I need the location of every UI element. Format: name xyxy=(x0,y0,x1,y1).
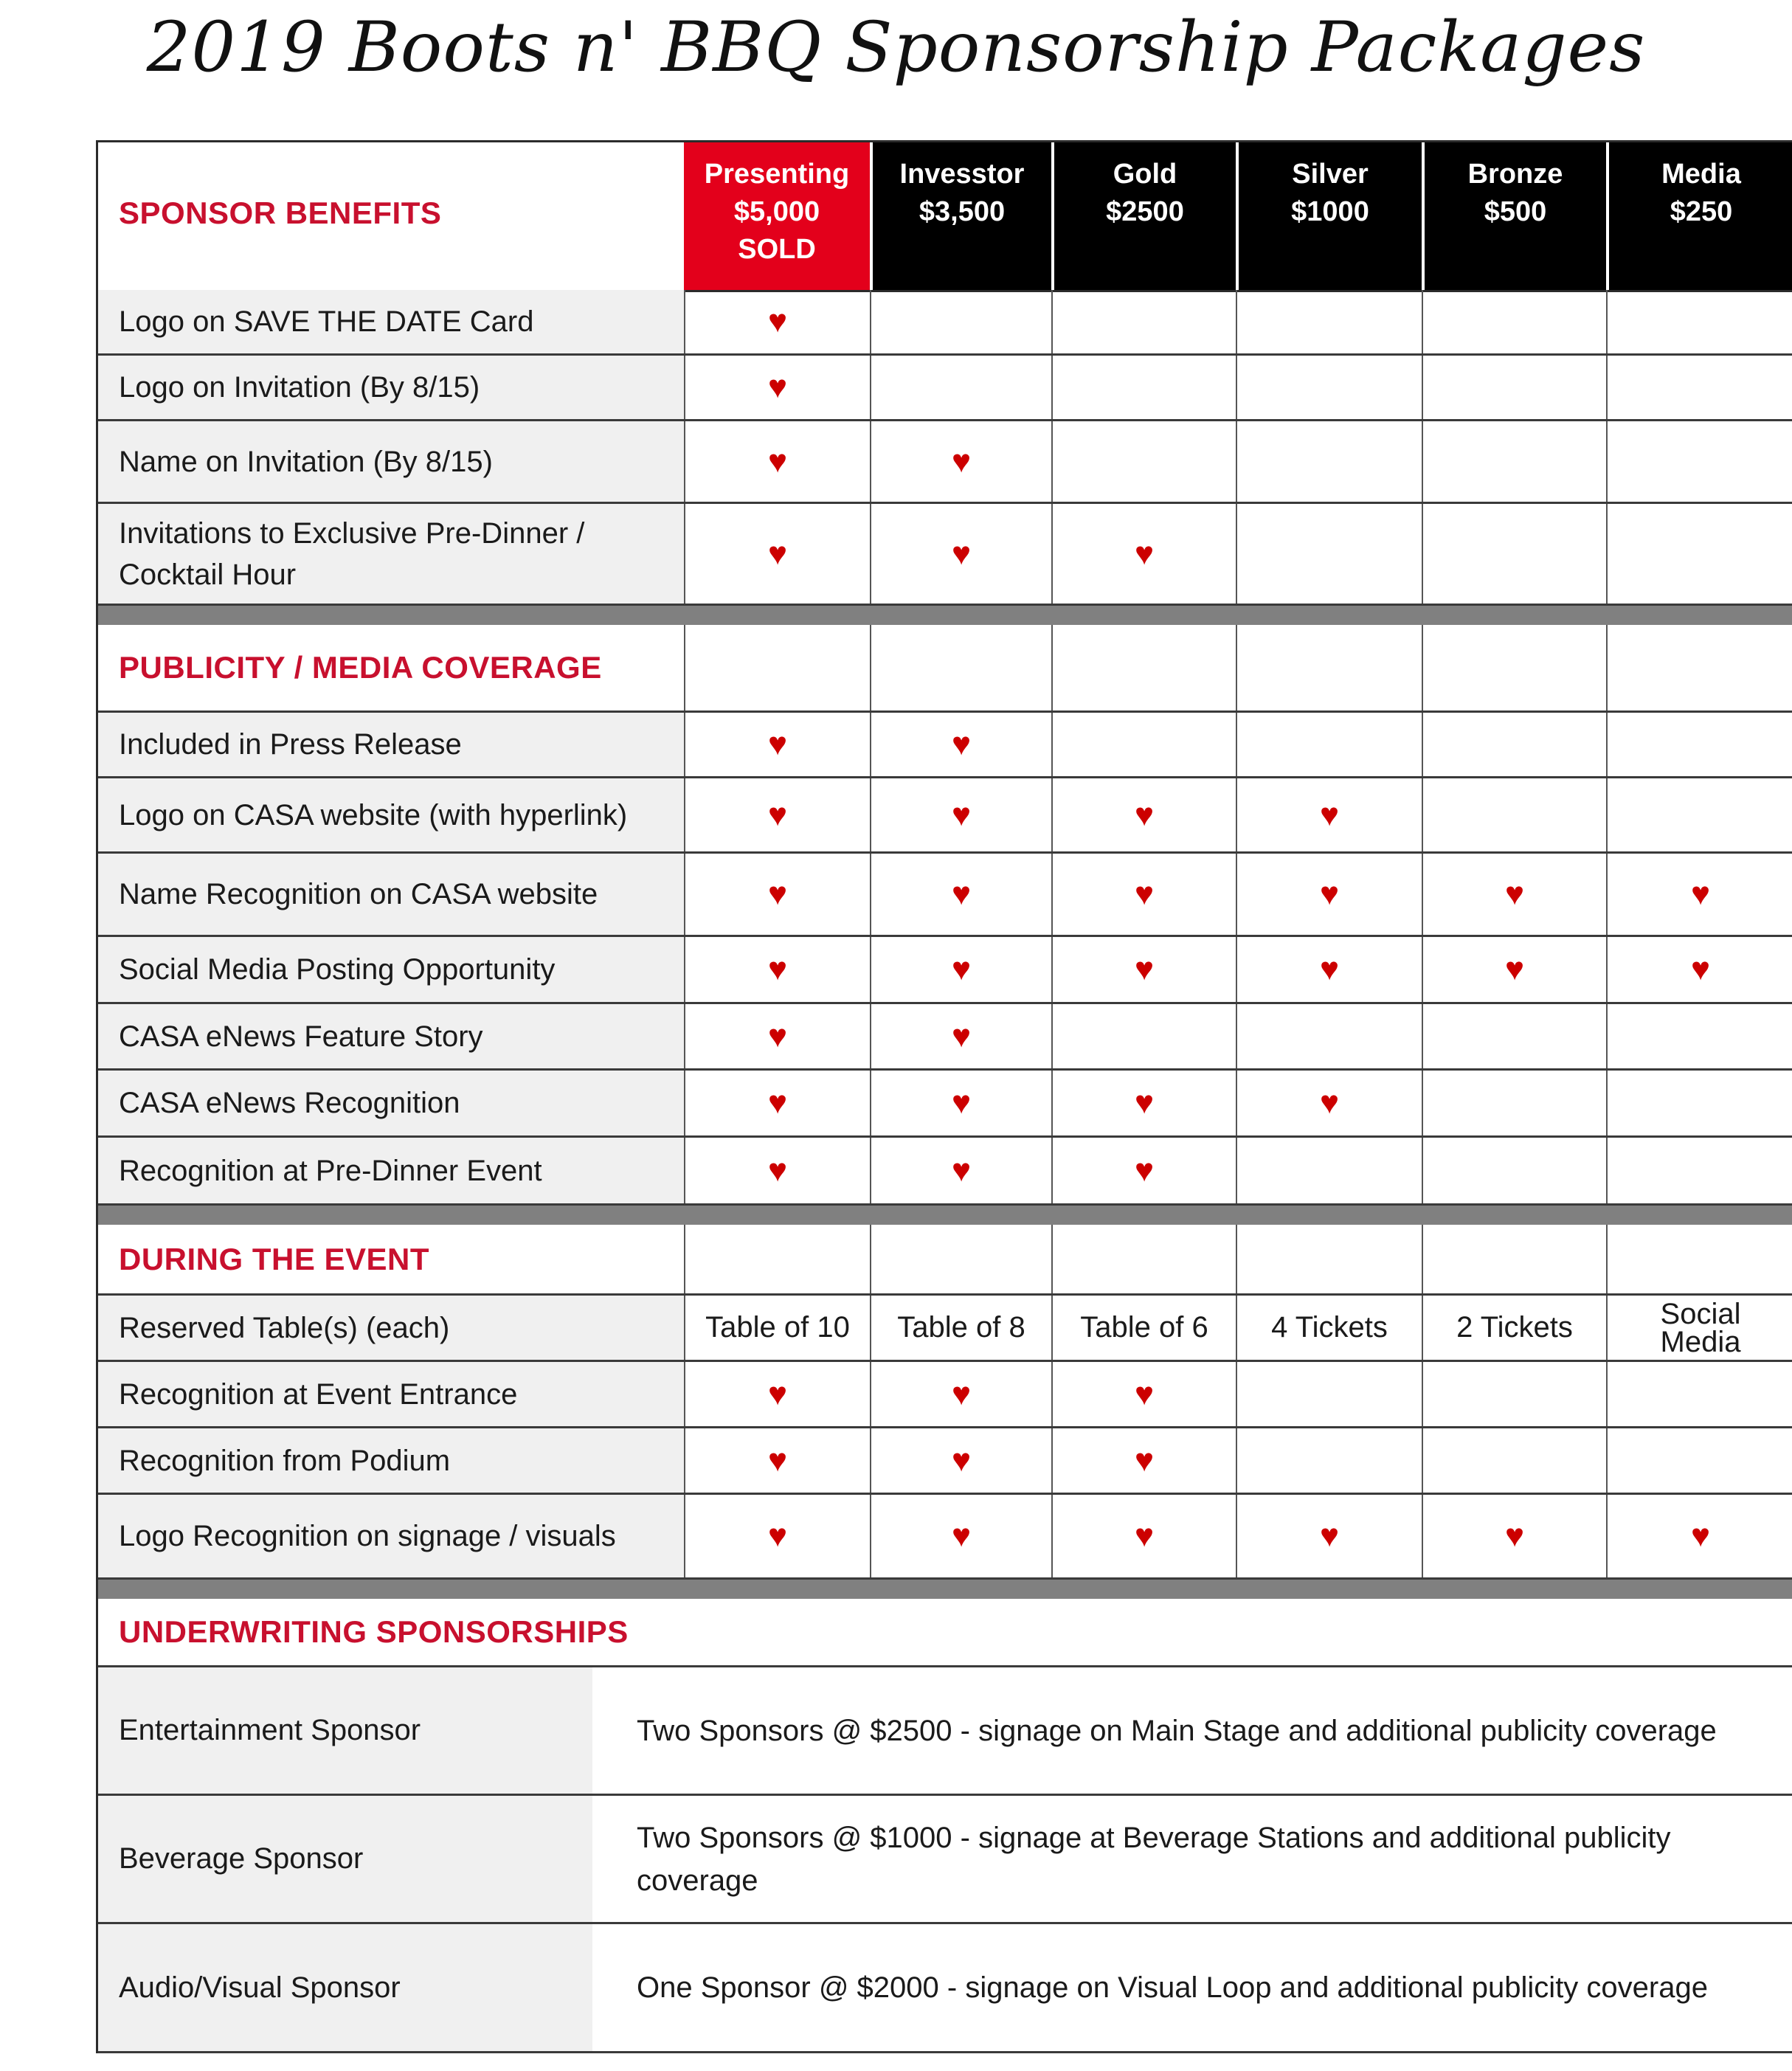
row-label: Invitations to Exclusive Pre-Dinner / Cocktail Hour xyxy=(98,504,684,604)
heart-icon: ♥ xyxy=(767,1518,788,1554)
tier-cell xyxy=(870,1362,1051,1426)
tier-cell xyxy=(870,1004,1051,1068)
row-label: Logo on Invitation (By 8/15) xyxy=(98,356,684,419)
tier-cell xyxy=(1422,1296,1606,1360)
tier-cell xyxy=(1422,1428,1606,1493)
tier-cell xyxy=(1422,1138,1606,1203)
heart-icon: ♥ xyxy=(1319,1085,1340,1121)
tier-cell xyxy=(1606,778,1792,851)
tier-cell xyxy=(870,937,1051,1002)
row-label: Social Media Posting Opportunity xyxy=(98,937,684,1002)
underwriting-description: One Sponsor @ $2000 - signage on Visual Loop and additional publicity coverage xyxy=(637,1971,1708,2004)
table-row xyxy=(98,1362,1792,1428)
tier-cell xyxy=(1422,778,1606,851)
tier-header-media xyxy=(1606,142,1792,290)
heart-icon: ♥ xyxy=(951,1017,972,1054)
heart-icon: ♥ xyxy=(1134,1442,1155,1479)
heart-icon: ♥ xyxy=(1690,876,1711,912)
tier-cell xyxy=(1236,290,1422,353)
table-row xyxy=(98,778,1792,854)
tier-cell xyxy=(1051,356,1236,419)
heart-icon: ♥ xyxy=(1134,535,1155,572)
heart-icon: ♥ xyxy=(767,876,788,912)
tier-header-bronze xyxy=(1422,142,1606,290)
heart-icon: ♥ xyxy=(1690,951,1711,987)
tier-cell xyxy=(870,1071,1051,1135)
tier-cell xyxy=(684,1428,870,1493)
underwriting-label: Audio/Visual Sponsor xyxy=(98,1924,592,2051)
section-divider xyxy=(98,1580,1792,1599)
tier-line-1: Media xyxy=(1661,159,1741,190)
row-label: Logo Recognition on signage / visuals xyxy=(98,1495,684,1577)
tier-cell xyxy=(1606,290,1792,353)
tier-cell xyxy=(1236,1428,1422,1493)
tier-cell xyxy=(870,713,1051,776)
tier-cell xyxy=(1051,1428,1236,1493)
tier-cell xyxy=(1236,421,1422,502)
tier-cell xyxy=(1051,1138,1236,1203)
tier-cell xyxy=(1236,504,1422,604)
tier-cell xyxy=(1051,778,1236,851)
tier-cell xyxy=(1236,1138,1422,1203)
section-title-sponsor-benefits: SPONSOR BENEFITS xyxy=(119,196,442,230)
heart-icon: ♥ xyxy=(767,951,788,987)
section-publicity-media xyxy=(98,625,1792,713)
table-row xyxy=(98,1495,1792,1580)
heart-icon: ♥ xyxy=(1134,876,1155,912)
tier-cell xyxy=(870,854,1051,935)
tier-cell xyxy=(684,625,871,710)
tier-cell xyxy=(1051,1225,1237,1293)
heart-icon: ♥ xyxy=(1134,1375,1155,1412)
heart-icon: ♥ xyxy=(1690,1518,1711,1554)
tier-cell xyxy=(684,290,870,353)
tier-cell xyxy=(1606,504,1792,604)
tier-line-1: Silver xyxy=(1292,159,1369,190)
heart-icon: ♥ xyxy=(1504,876,1525,912)
heart-icon: ♥ xyxy=(951,535,972,572)
underwriting-description: Two Sponsors @ $2500 - signage on Main Stage and additional publicity coverage xyxy=(637,1714,1717,1747)
tier-line-2: $2500 xyxy=(1106,196,1184,227)
table-row xyxy=(98,290,1792,356)
row-label: Logo on CASA website (with hyperlink) xyxy=(98,778,684,851)
tier-line-1: Presenting xyxy=(704,159,850,190)
table-row xyxy=(98,421,1792,504)
tier-cell xyxy=(1051,1296,1236,1360)
tier-cell xyxy=(684,1138,870,1203)
heart-icon: ♥ xyxy=(951,796,972,833)
tier-cell xyxy=(1422,356,1606,419)
heart-icon: ♥ xyxy=(1134,951,1155,987)
section-title: UNDERWRITING SPONSORSHIPS xyxy=(119,1614,629,1649)
tier-cell xyxy=(1606,1225,1792,1293)
tier-value: 2 Tickets xyxy=(1456,1311,1573,1344)
underwriting-label: Beverage Sponsor xyxy=(98,1796,592,1922)
tier-cell xyxy=(1051,1071,1236,1135)
heart-icon: ♥ xyxy=(767,443,788,480)
tier-value: Table of 6 xyxy=(1080,1311,1208,1344)
underwriting-row xyxy=(98,1924,1792,2053)
tier-line-2: $1000 xyxy=(1291,196,1369,227)
heart-icon: ♥ xyxy=(767,535,788,572)
tier-cell xyxy=(1606,1428,1792,1493)
table-row xyxy=(98,937,1792,1004)
heart-icon: ♥ xyxy=(767,1152,788,1189)
heart-icon: ♥ xyxy=(951,443,972,480)
tier-cell xyxy=(1051,854,1236,935)
tier-cell xyxy=(870,778,1051,851)
underwriting-description: Two Sponsors @ $1000 - signage at Beverage Stations and additional publicity coverage xyxy=(637,1821,1671,1897)
tier-cell xyxy=(1051,504,1236,604)
tier-cell xyxy=(870,290,1051,353)
tier-header-invesstor xyxy=(870,142,1051,290)
heart-icon: ♥ xyxy=(1504,1518,1525,1554)
tier-header-gold xyxy=(1051,142,1236,290)
tier-cell xyxy=(870,1138,1051,1203)
tier-line-2: $500 xyxy=(1484,196,1547,227)
tier-cell xyxy=(1236,1296,1422,1360)
table-row xyxy=(98,713,1792,778)
tier-value: Table of 10 xyxy=(705,1311,850,1344)
tier-cell xyxy=(1236,937,1422,1002)
underwriting-row xyxy=(98,1667,1792,1796)
heart-icon: ♥ xyxy=(951,951,972,987)
tier-cell xyxy=(1422,421,1606,502)
tier-cell xyxy=(684,1071,870,1135)
heart-icon: ♥ xyxy=(767,1017,788,1054)
tier-cell xyxy=(870,421,1051,502)
tier-cell xyxy=(1236,778,1422,851)
tier-cell xyxy=(1422,713,1606,776)
heart-icon: ♥ xyxy=(1319,876,1340,912)
heart-icon: ♥ xyxy=(951,726,972,762)
heart-icon: ♥ xyxy=(1504,951,1525,987)
tier-cell xyxy=(684,356,870,419)
table-row xyxy=(98,1296,1792,1362)
tier-cell xyxy=(1606,1071,1792,1135)
table-row xyxy=(98,854,1792,937)
page-title: 2019 Boots n' BBQ Sponsorship Packages xyxy=(146,7,1646,88)
table-row xyxy=(98,1004,1792,1071)
tier-cell xyxy=(1422,854,1606,935)
tier-cell xyxy=(1606,1004,1792,1068)
tier-cell xyxy=(1606,1138,1792,1203)
heart-icon: ♥ xyxy=(1134,796,1155,833)
row-label: Logo on SAVE THE DATE Card xyxy=(98,290,684,353)
tier-cell xyxy=(1422,1071,1606,1135)
heart-icon: ♥ xyxy=(767,369,788,405)
tier-cell xyxy=(1422,290,1606,353)
heart-icon: ♥ xyxy=(951,1518,972,1554)
tier-cell xyxy=(1236,1495,1422,1577)
tier-cell xyxy=(1606,625,1792,710)
tier-line-1: Bronze xyxy=(1467,159,1563,190)
row-label: Recognition at Pre-Dinner Event xyxy=(98,1138,684,1203)
underwriting-label: Entertainment Sponsor xyxy=(98,1667,592,1794)
tier-cell xyxy=(684,1495,870,1577)
tier-cell xyxy=(870,1428,1051,1493)
row-label: Included in Press Release xyxy=(98,713,684,776)
heart-icon: ♥ xyxy=(767,303,788,339)
tier-cell xyxy=(684,421,870,502)
tier-cell xyxy=(1236,1071,1422,1135)
section-divider xyxy=(98,1206,1792,1225)
tier-cell xyxy=(1606,421,1792,502)
tier-line-1: Gold xyxy=(1113,159,1177,190)
row-label: CASA eNews Recognition xyxy=(98,1071,684,1135)
heart-icon: ♥ xyxy=(767,796,788,833)
tier-cell xyxy=(684,1225,871,1293)
tier-cell xyxy=(1236,625,1423,710)
tier-cell xyxy=(870,1296,1051,1360)
tier-cell xyxy=(684,1296,870,1360)
table-row xyxy=(98,356,1792,421)
section-title: PUBLICITY / MEDIA COVERAGE xyxy=(119,650,602,685)
section-divider xyxy=(98,606,1792,625)
tier-cell xyxy=(684,713,870,776)
tier-cell xyxy=(1236,356,1422,419)
tier-value: Table of 8 xyxy=(897,1311,1025,1344)
tier-value: Social Media xyxy=(1660,1297,1741,1358)
heart-icon: ♥ xyxy=(1319,1518,1340,1554)
tier-cell xyxy=(1422,1004,1606,1068)
tier-value: 4 Tickets xyxy=(1271,1311,1388,1344)
tier-cell xyxy=(684,504,870,604)
tier-line-2: $5,000 xyxy=(733,196,820,227)
tier-cell xyxy=(1606,854,1792,935)
tier-cell xyxy=(1051,1004,1236,1068)
tier-cell xyxy=(1422,625,1608,710)
heart-icon: ♥ xyxy=(767,1085,788,1121)
tier-cell xyxy=(1051,290,1236,353)
tier-cell xyxy=(1051,1362,1236,1426)
tier-cell xyxy=(1236,713,1422,776)
tier-cell xyxy=(1422,937,1606,1002)
heart-icon: ♥ xyxy=(1319,951,1340,987)
tier-header-silver xyxy=(1236,142,1422,290)
table-row xyxy=(98,1071,1792,1138)
table-row xyxy=(98,1138,1792,1206)
row-label: Reserved Table(s) (each) xyxy=(98,1296,684,1360)
heart-icon: ♥ xyxy=(951,1085,972,1121)
tier-line-3: SOLD xyxy=(738,234,816,265)
sponsorship-table xyxy=(96,140,1792,2053)
section-title: DURING THE EVENT xyxy=(119,1241,430,1276)
tier-cell xyxy=(1422,1225,1608,1293)
row-label: Name Recognition on CASA website xyxy=(98,854,684,935)
tier-cell xyxy=(1236,1362,1422,1426)
underwriting-row xyxy=(98,1796,1792,1924)
tier-cell xyxy=(684,1004,870,1068)
heart-icon: ♥ xyxy=(1134,1085,1155,1121)
heart-icon: ♥ xyxy=(1319,796,1340,833)
tier-cell xyxy=(1236,1004,1422,1068)
heart-icon: ♥ xyxy=(767,1375,788,1412)
row-label: Recognition at Event Entrance xyxy=(98,1362,684,1426)
tier-cell xyxy=(684,1362,870,1426)
tier-cell xyxy=(1422,1495,1606,1577)
heart-icon: ♥ xyxy=(951,1152,972,1189)
tier-cell xyxy=(870,1495,1051,1577)
tier-header-presenting xyxy=(684,142,870,290)
tier-cell xyxy=(1606,1495,1792,1577)
tier-cell xyxy=(1236,854,1422,935)
tier-cell xyxy=(1606,1296,1792,1360)
row-label: CASA eNews Feature Story xyxy=(98,1004,684,1068)
tier-cell xyxy=(1051,1495,1236,1577)
row-label: Recognition from Podium xyxy=(98,1428,684,1493)
heart-icon: ♥ xyxy=(951,876,972,912)
tier-cell xyxy=(1606,937,1792,1002)
heart-icon: ♥ xyxy=(1134,1518,1155,1554)
tier-cell xyxy=(684,778,870,851)
tier-line-2: $3,500 xyxy=(919,196,1006,227)
tier-cell xyxy=(1051,421,1236,502)
heart-icon: ♥ xyxy=(1134,1152,1155,1189)
heart-icon: ♥ xyxy=(951,1442,972,1479)
tier-cell xyxy=(1422,504,1606,604)
tier-cell xyxy=(684,937,870,1002)
tier-cell xyxy=(1606,356,1792,419)
tier-cell xyxy=(684,854,870,935)
header-label-cell xyxy=(98,142,684,290)
tier-cell xyxy=(1051,625,1237,710)
section-during-event xyxy=(98,1225,1792,1296)
heart-icon: ♥ xyxy=(767,1442,788,1479)
tier-cell xyxy=(1051,713,1236,776)
heart-icon: ♥ xyxy=(951,1375,972,1412)
table-row xyxy=(98,504,1792,606)
tier-cell xyxy=(870,625,1053,710)
section-underwriting xyxy=(98,1599,1792,1667)
tier-cell xyxy=(870,504,1051,604)
tier-line-2: $250 xyxy=(1670,196,1733,227)
tier-cell xyxy=(1606,713,1792,776)
table-row xyxy=(98,1428,1792,1495)
tier-cell xyxy=(1236,1225,1423,1293)
tier-cell xyxy=(870,356,1051,419)
tier-cell xyxy=(1051,937,1236,1002)
tier-cell xyxy=(1606,1362,1792,1426)
tier-cell xyxy=(1422,1362,1606,1426)
tier-line-1: Invesstor xyxy=(899,159,1025,190)
tier-cell xyxy=(870,1225,1053,1293)
heart-icon: ♥ xyxy=(767,726,788,762)
row-label: Name on Invitation (By 8/15) xyxy=(98,421,684,502)
table-header xyxy=(98,140,1792,292)
